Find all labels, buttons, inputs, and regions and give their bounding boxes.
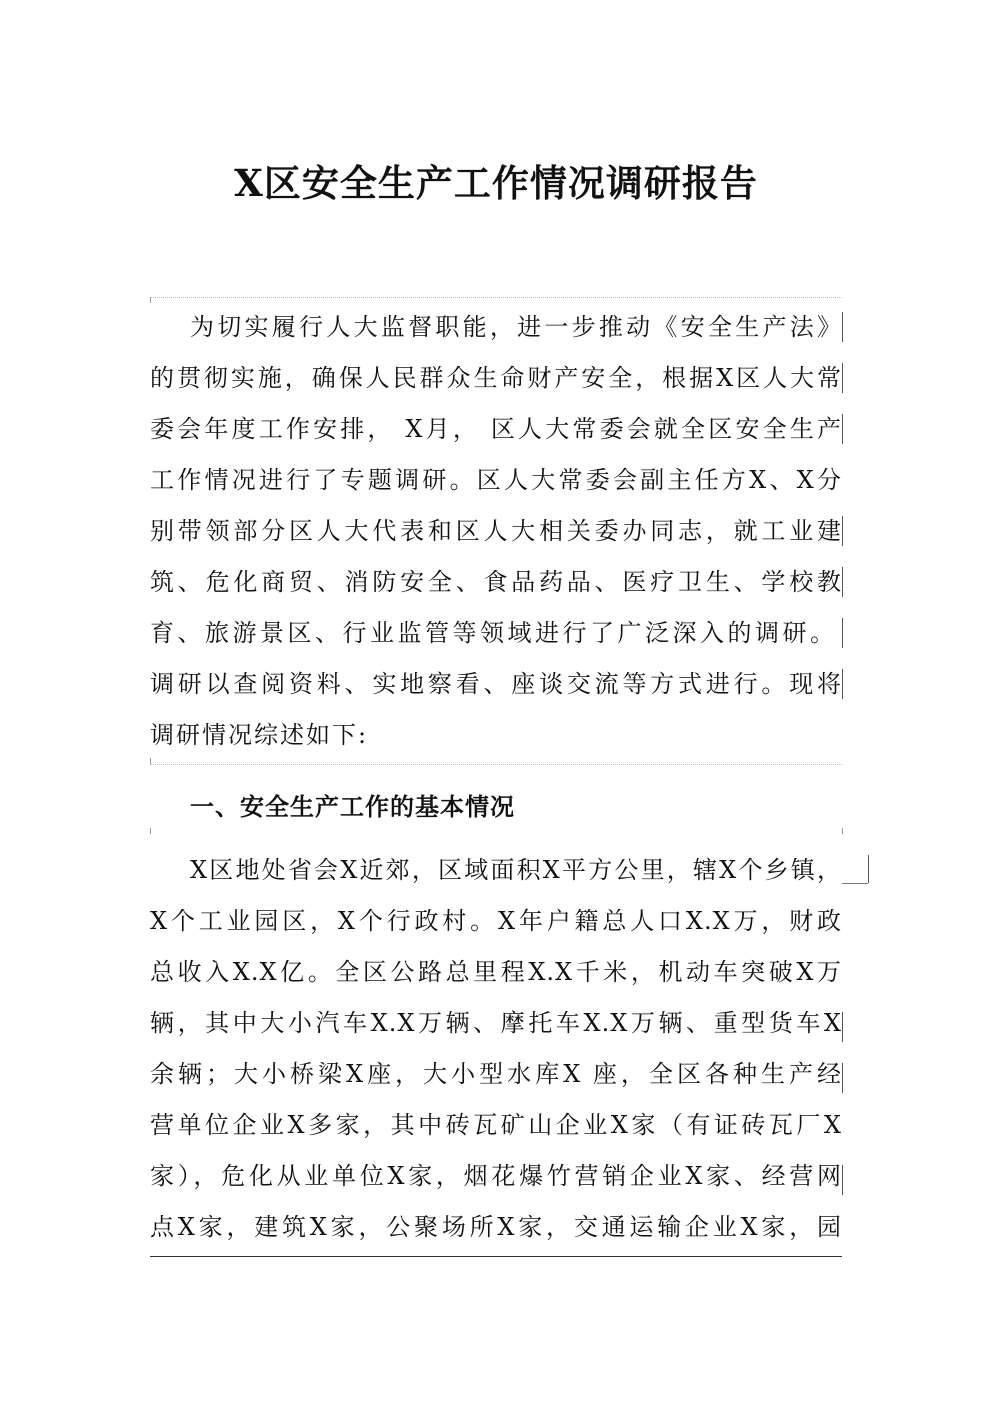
intro-bottom-border [150,764,842,765]
line-end-marker [842,414,843,444]
intro-line: 调研情况综述如下: [150,721,369,749]
section1-line: 总收入X.X亿。全区公路总里程X.X千米，机动车突破X万 [150,958,842,986]
document-title: X区安全生产工作情况调研报告 [234,161,758,205]
intro-line: 工作情况进行了专题调研。区人大常委会副主任方X、X分 [150,466,842,494]
intro-line: 委会年度工作安排， X月， 区人大常委会就全区安全生产 [150,415,842,443]
line-end-marker [842,312,843,342]
section-heading: 一、安全生产工作的基本情况 [190,793,515,821]
intro-line: 别带领部分区人大代表和区人大相关委办同志，就工业建 [150,517,842,545]
line-end-marker [842,1063,843,1093]
line-end-marker [842,363,843,393]
intro-line: 育、旅游景区、行业监管等领域进行了广泛深入的调研。 [150,619,838,647]
section1-paragraph [150,846,842,1256]
heading-corner-tick [150,828,151,834]
section1-line: 营单位企业X多家，其中砖瓦矿山企业X家（有证砖瓦厂X [150,1111,842,1139]
intro-line: 为切实履行人大监督职能，进一步推动《安全生产法》 [190,313,842,341]
section1-line: 点X家，建筑X家，公聚场所X家，交通运输企业X家，园 [150,1213,842,1241]
line-end-marker [868,855,869,883]
line-end-marker [842,567,843,597]
section1-line: 辆，其中大小汽车X.X万辆、摩托车X.X万辆、重型货车X [150,1009,842,1037]
section1-line: X个工业园区，X个行政村。X年户籍总人口X.X万，财政 [150,907,842,935]
overflow-marker [842,883,868,884]
section1-line: 家），危化从业单位X家，烟花爆竹营销企业X家、经营网 [150,1162,842,1190]
page-bottom-border [150,1256,842,1257]
line-end-marker [842,669,843,699]
line-end-marker [842,1012,843,1042]
line-end-marker [842,618,843,648]
section1-line: X区地处省会X近郊，区域面积X平方公里，辖X个乡镇， [190,856,842,884]
intro-line: 调研以查阅资料、实地察看、座谈交流等方式进行。现将 [150,670,842,698]
intro-top-border [150,297,842,298]
intro-line: 筑、危化商贸、消防安全、食品药品、医疗卫生、学校教 [150,568,842,596]
intro-paragraph [150,303,842,763]
line-end-marker [842,1165,843,1195]
section1-line: 余辆；大小桥梁X座，大小型水库X 座，全区各种生产经 [150,1060,842,1088]
intro-line: 的贯彻实施，确保人民群众生命财产安全，根据X区人大常 [150,364,842,392]
heading-corner-tick [842,828,843,834]
line-end-marker [842,516,843,546]
